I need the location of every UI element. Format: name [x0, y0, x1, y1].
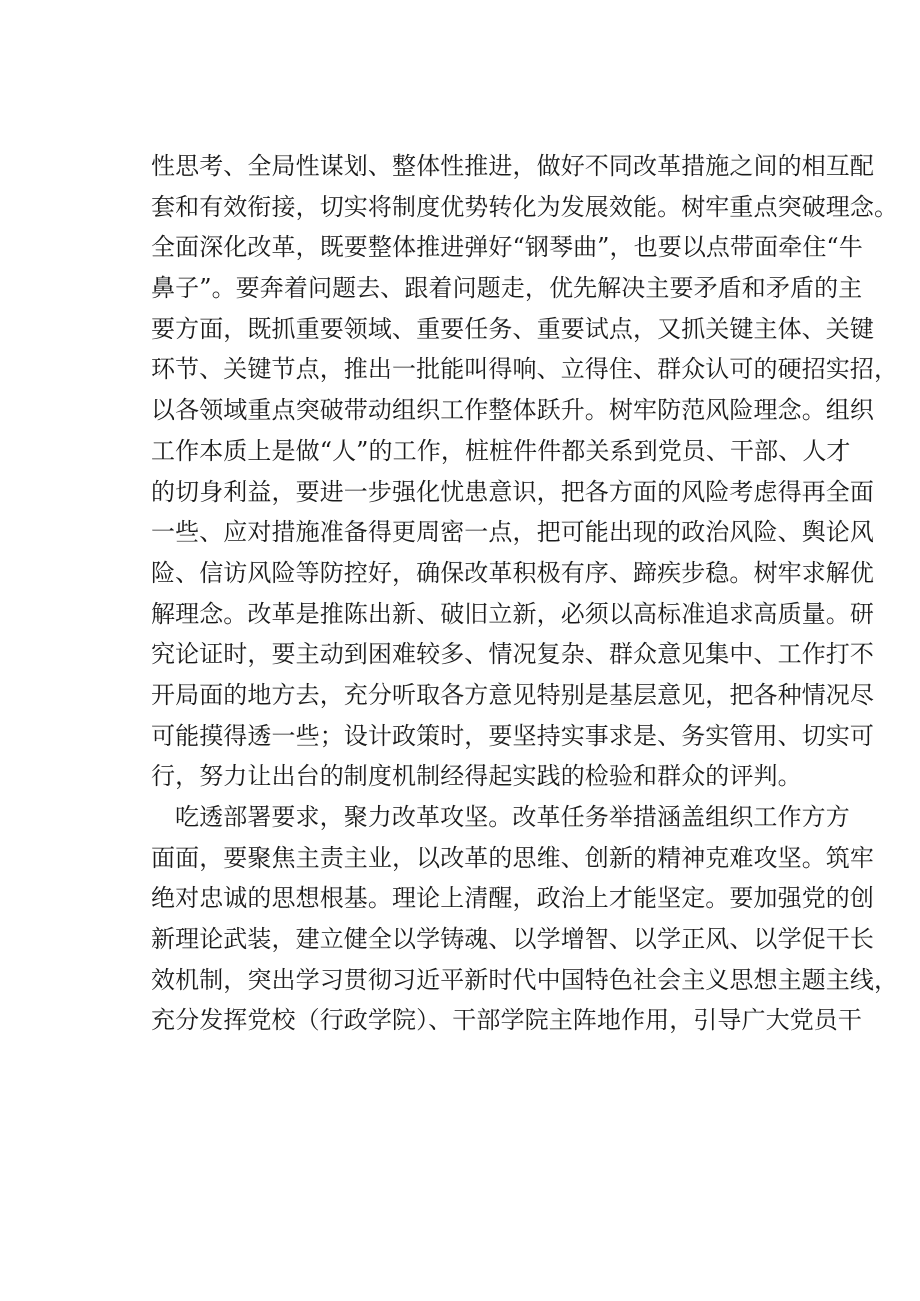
text-line: 性思考、全局性谋划、整体性推进，做好不同改革措施之间的相互配 — [151, 152, 874, 180]
text-line: 险、信访风险等防控好，确保改革积极有序、蹄疾步稳。树牢求解优 — [151, 558, 874, 587]
paragraph — [151, 797, 899, 1041]
text-line: 的切身利益，要进一步强化忧患意识，把各方面的风险考虑得再全面 — [151, 477, 874, 506]
text-line: 行，努力让出台的制度机制经得起实践的检验和群众的评判。 — [151, 762, 802, 791]
text-line: 鼻子”。要奔着问题去、跟着问题走，优先解决主要矛盾和矛盾的主 — [151, 274, 863, 303]
text-line: 工作本质上是做“人”的工作，桩桩件件都关系到党员、干部、人才 — [151, 436, 851, 465]
text-line: 开局面的地方去，充分听取各方意见特别是基层意见，把各种情况尽 — [151, 680, 874, 709]
text-line: 吃透部署要求，聚力改革攻坚。改革任务举措涵盖组织工作方方 — [175, 803, 850, 831]
text-line: 全面深化改革，既要整体推进弹好“钢琴曲”，也要以点带面牵住“牛 — [151, 233, 863, 262]
text-line: 一些、应对措施准备得更周密一点，把可能出现的政治风险、舆论风 — [151, 518, 874, 547]
text-line: 新理论武装，建立健全以学铸魂、以学增智、以学正风、以学促干长 — [151, 925, 874, 954]
paragraph — [151, 146, 899, 797]
text-line: 绝对忠诚的思想根基。理论上清醒，政治上才能坚定。要加强党的创 — [151, 884, 874, 913]
text-line: 效机制，突出学习贯彻习近平新时代中国特色社会主义思想主题主线， — [151, 965, 899, 994]
text-line: 以各领域重点突破带动组织工作整体跃升。树牢防范风险理念。组织 — [151, 396, 874, 425]
text-line: 面面，要聚焦主责主业，以改革的思维、创新的精神克难攻坚。筑牢 — [151, 843, 874, 872]
text-line: 究论证时，要主动到困难较多、情况复杂、群众意见集中、工作打不 — [151, 640, 874, 669]
text-line: 充分发挥党校（行政学院）、干部学院主阵地作用，引导广大党员干 — [151, 1006, 862, 1035]
text-line: 可能摸得透一些；设计政策时，要坚持实事求是、务实管用、切实可 — [151, 721, 874, 750]
text-line: 环节、关键节点，推出一批能叫得响、立得住、群众认可的硬招实招， — [151, 355, 899, 384]
text-line: 套和有效衔接，切实将制度优势转化为发展效能。树牢重点突破理念。 — [151, 192, 899, 221]
text-line: 解理念。改革是推陈出新、破旧立新，必须以高标准追求高质量。研 — [151, 599, 874, 628]
document-body — [151, 146, 899, 1041]
text-line: 要方面，既抓重要领域、重要任务、重要试点，又抓关键主体、关键 — [151, 314, 874, 343]
